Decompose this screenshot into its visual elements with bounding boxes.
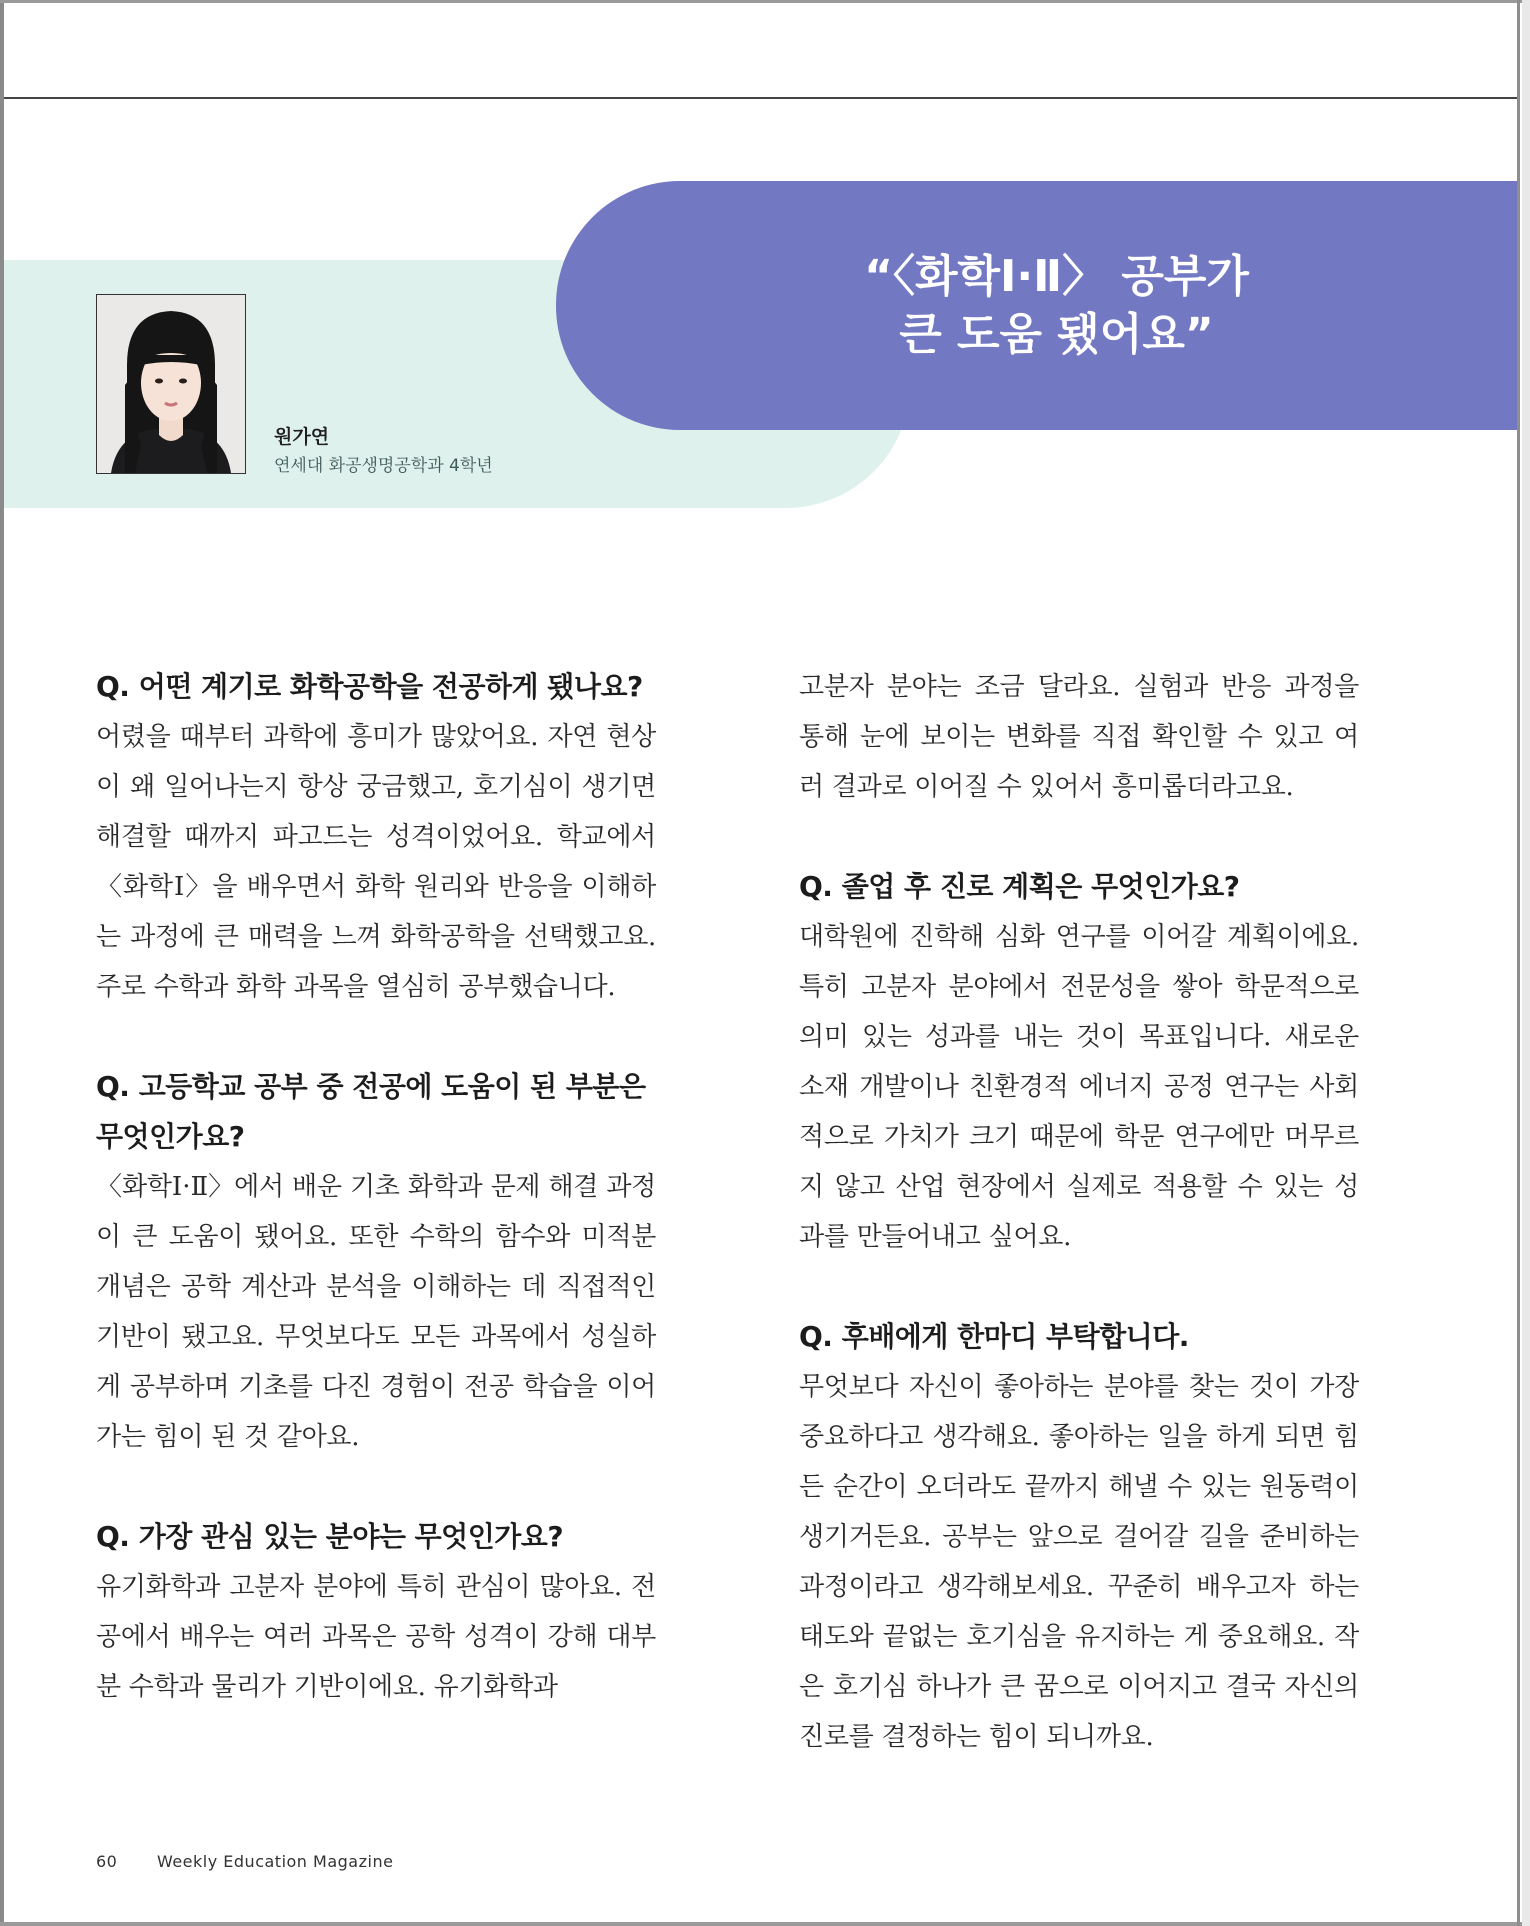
page-edge-shadow: [1522, 0, 1530, 1926]
portrait-image: [97, 295, 245, 473]
qa-block: [799, 862, 1359, 1262]
qa-block: [96, 1512, 656, 1712]
answer-paragraph: 유기화학과 고분자 분야에 특히 관심이 많아요. 전공에서 배우는 여러 과목은 공학 성격이 강해 대부분 수학과 물리가 기반이에요. 유기화학과: [96, 1572, 656, 1702]
answer-paragraph: 〈화학Ⅰ·Ⅱ〉에서 배운 기초 화학과 문제 해결 과정이 큰 도움이 됐어요. 또한 수학의 함수와 미적분 개념은 공학 계산과 분석을 이해하는 데 직접적인 기반이 됐고요. 무엇보다도 모든 과목에서 성실하게 공부하며 기초를 다진 경험이 전공 학습을 이어가는 힘이 된 것 같아요.: [96, 1172, 656, 1452]
answer-paragraph: 대학원에 진학해 심화 연구를 이어갈 계획이에요. 특히 고분자 분야에서 전문성을 쌓아 학문적으로 의미 있는 성과를 내는 것이 목표입니다. 새로운 소재 개발이나 친환경적 에너지 공정 연구는 사회적으로 가치가 크기 때문에 학문 연구에만 머무르지 않고 산업 현장에서 실제로 적용할 수 있는 성과를 만들어내고 싶어요.: [799, 922, 1359, 1252]
publication-name: Weekly Education Magazine: [156, 1852, 394, 1871]
answer-paragraph: 어렸을 때부터 과학에 흥미가 많았어요. 자연 현상이 왜 일어나는지 항상 궁금했고, 호기심이 생기면 해결할 때까지 파고드는 성격이었어요. 학교에서 〈화학Ⅰ〉을 배우면서 화학 원리와 반응을 이해하는 과정에 큰 매력을 느껴 화학공학을 선택했고요. 주로 수학과 화학 과목을 열심히 공부했습니다.: [96, 722, 656, 1002]
interviewee-affiliation: 연세대 화공생명공학과 4학년: [274, 456, 493, 476]
interviewee-name: 원가연: [274, 426, 330, 448]
qa-block: [96, 1062, 656, 1462]
question-heading: Q. 고등학교 공부 중 전공에 도움이 된 부분은 무엇인가요?: [96, 1070, 646, 1153]
answer-paragraph: 무엇보다 자신이 좋아하는 분야를 찾는 것이 가장 중요하다고 생각해요. 좋아하는 일을 하게 되면 힘든 순간이 오더라도 끝까지 해낼 수 있는 원동력이 생기거든요. 공부는 앞으로 걸어갈 길을 준비하는 과정이라고 생각해보세요. 꾸준히 배우고자 하는 태도와 끝없는 호기심을 유지하는 게 중요해요. 작은 호기심 하나가 큰 꿈으로 이어지고 결국 자신의 진로를 결정하는 힘이 되니까요.: [799, 1372, 1359, 1752]
profile-photo: [96, 294, 246, 474]
question-heading: Q. 가장 관심 있는 분야는 무엇인가요?: [96, 1520, 564, 1553]
left-column: [96, 662, 656, 1762]
right-column: [799, 662, 1359, 1812]
title-banner: [556, 181, 1517, 430]
header-rule: [4, 97, 1517, 99]
qa-block: [96, 662, 656, 1012]
page-frame-bottom: [0, 1922, 1530, 1926]
page-frame-top: [0, 0, 1530, 3]
question-heading: Q. 후배에게 한마디 부탁합니다.: [799, 1320, 1189, 1353]
question-heading: Q. 어떤 계기로 화학공학을 전공하게 됐나요?: [96, 670, 643, 703]
page-number: 60: [96, 1852, 118, 1871]
answer-continuation: 고분자 분야는 조금 달라요. 실험과 반응 과정을 통해 눈에 보이는 변화를 직접 확인할 수 있고 여러 결과로 이어질 수 있어서 흥미롭더라고요.: [799, 672, 1359, 802]
qa-block: [799, 1312, 1359, 1762]
article-title: “〈화학Ⅰ·Ⅱ〉 공부가 큰 도움 됐어요”: [864, 250, 1249, 360]
page-footer: [96, 1852, 393, 1871]
question-heading: Q. 졸업 후 진로 계획은 무엇인가요?: [799, 870, 1240, 903]
page-frame-right: [1517, 0, 1520, 1926]
